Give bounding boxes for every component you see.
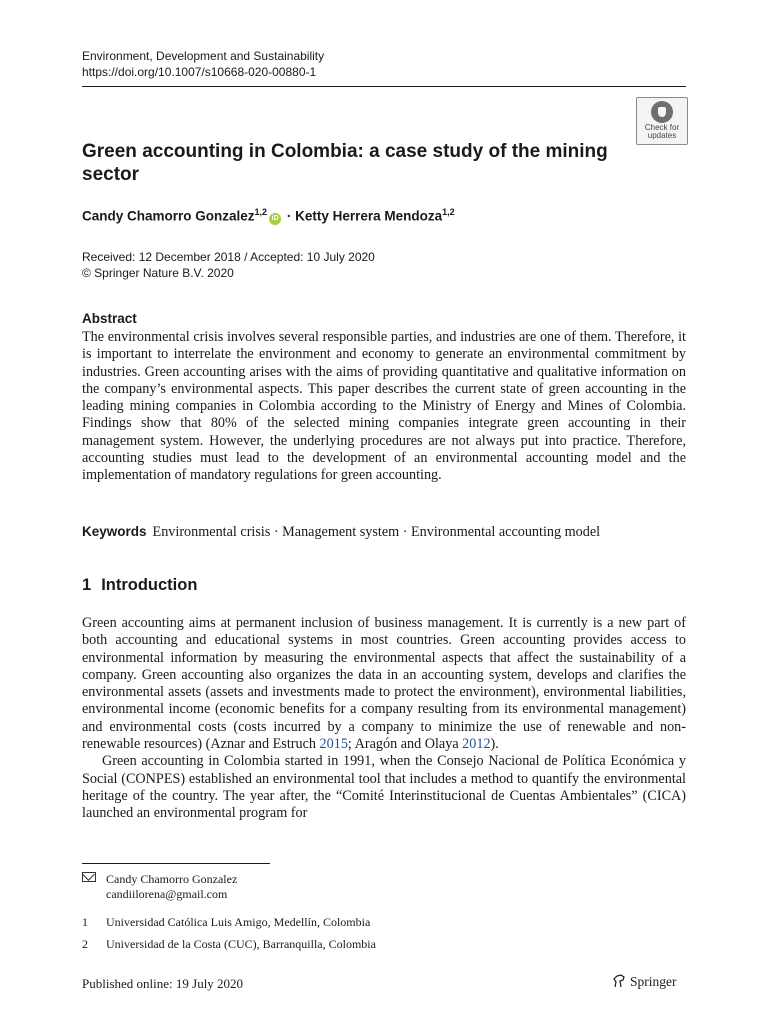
paragraph: Green accounting in Colombia started in 1991, when the Consejo Nacional de Política Económica y Social (CONPES) established an environmental tool that includes a method to quantify the environmental heritage of the country. The year after, the “Comité Interinstitucional de Cuentas Ambientales” (CICA) launched an environmental program for	[82, 753, 686, 822]
abstract-text: The environmental crisis involves several responsible parties, and industries are one of them. Therefore, it is important to interrelate the environment and economy to generate an environmental commitment by industries. Green accounting arises with the aims of providing quantitative and qualitative information on the company’s environmental aspects. This paper describes the current state of green accounting in the leading mining companies in Colombia according to the Ministry of Energy and Mines of Colombia. Findings show that 80% of the selected mining companies integrate green accounting in their management system. However, the underlying procedures are not always put into practice. Therefore, accounting studies must lead to the development of an environmental accounting model and the implementation of mandatory regulations for green accounting.	[82, 329, 686, 484]
publisher-name: Springer	[630, 974, 677, 989]
received-accepted: Received: 12 December 2018 / Accepted: 10 July 2020	[82, 250, 375, 264]
affiliation-number: 1	[82, 915, 88, 929]
journal-name: Environment, Development and Sustainability	[82, 49, 325, 63]
citation-link[interactable]: 2012	[462, 736, 491, 753]
introduction-body	[82, 615, 686, 823]
keywords-heading: Keywords	[82, 524, 147, 539]
affiliation	[82, 915, 370, 930]
keywords	[82, 523, 686, 541]
copyright: © Springer Nature B.V. 2020	[82, 266, 234, 280]
affiliation-text: Universidad Católica Luis Amigo, Medellín, Colombia	[106, 915, 371, 929]
author-name: Candy Chamorro Gonzalez	[82, 208, 255, 224]
header-rule	[82, 86, 686, 87]
orcid-icon[interactable]: iD	[269, 213, 281, 225]
doi-link[interactable]: https://doi.org/10.1007/s10668-020-00880-1	[82, 65, 317, 79]
author-affiliation-marker: 1,2	[254, 207, 268, 217]
section-number: 1	[82, 576, 92, 594]
contact-email[interactable]: candiilorena@gmail.com	[106, 887, 228, 901]
section-title: Introduction	[101, 576, 198, 594]
bookmark-icon	[651, 101, 673, 123]
springer-horse-icon	[612, 974, 626, 988]
author-separator: ·	[286, 208, 292, 224]
footnote-rule	[82, 863, 270, 864]
author-name: Ketty Herrera Mendoza	[295, 208, 443, 224]
affiliation-text: Universidad de la Costa (CUC), Barranquilla, Colombia	[106, 937, 376, 951]
corresponding-author	[82, 872, 237, 902]
paragraph-text: ).	[490, 736, 499, 753]
author-list	[82, 207, 455, 225]
check-for-updates-label: Check for updates	[644, 123, 680, 140]
check-for-updates-badge[interactable]	[636, 97, 688, 145]
publisher-logo	[612, 974, 677, 990]
author-affiliation-marker: 1,2	[442, 207, 455, 217]
paragraph-text: ; Aragón and Olaya	[347, 736, 463, 753]
paper-title: Green accounting in Colombia: a case study of the mining sector	[82, 141, 608, 185]
affiliation-number: 2	[82, 937, 88, 951]
abstract-heading: Abstract	[82, 311, 137, 326]
envelope-icon	[82, 872, 96, 882]
paragraph-text: Green accounting aims at permanent inclusion of business management. It is currently is a new part of both accounting and educational systems in most countries. Green accounting provides access to environmental information by measuring the environmental aspects that affect the sustainability of a company. Green accounting also organizes the data in an accounting system, develops and clarifies the environmental assets (assets and investments made to protect the environment), environmental liabilities, environmental income (economic benefits for a company resulting from its environmental management) and environmental costs (costs incurred by a company to minimize the use of renewable and non-renewable resources) (Aznar and Estruch	[82, 615, 686, 753]
publication-dates	[82, 249, 375, 281]
contact-name: Candy Chamorro Gonzalez	[106, 872, 238, 886]
paragraph	[82, 615, 686, 753]
journal-header	[82, 48, 324, 80]
keywords-list: Environmental crisis · Management system · Environmental accounting model	[152, 524, 601, 540]
citation-link[interactable]: 2015	[319, 736, 348, 753]
affiliation	[82, 937, 376, 952]
published-online: Published online: 19 July 2020	[82, 976, 244, 991]
section-heading	[82, 576, 197, 595]
